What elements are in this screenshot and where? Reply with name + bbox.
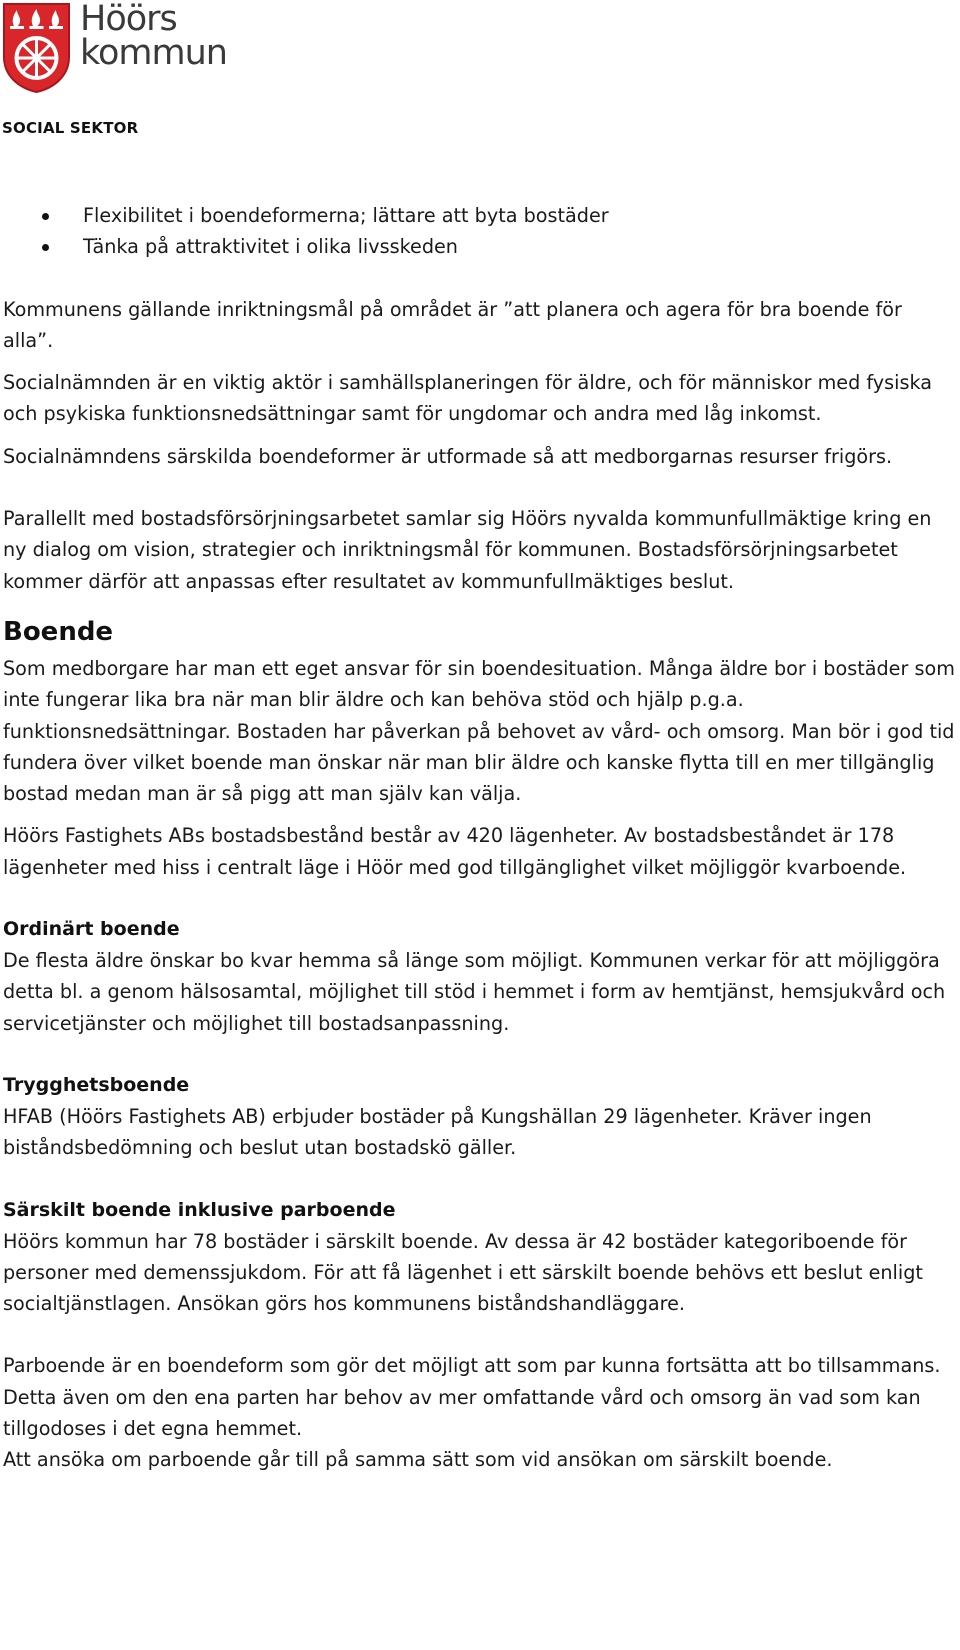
bullet-icon — [42, 213, 49, 220]
paragraph: Höörs kommun har 78 bostäder i särskilt boende. Av dessa är 42 bostäder kategoriboende för personer med demenssjukdom. För att få lägenhet i ett särskilt boende behövs ett beslut enligt socialtjänstlagen. Ansökan görs hos kommunens biståndshandläggare. — [3, 1229, 923, 1316]
subsection-heading: Ordinärt boende — [3, 918, 180, 941]
paragraph: Parallellt med bostadsförsörjningsarbetet samlar sig Höörs nyvalda kommunfullmäktige kring en ny dialog om vision, strategier och inriktningsmål för kommunen. Bostadsförsörjningsarbetet kommer därför att anpassas efter resultatet av kommunfullmäktiges beslut. — [3, 507, 932, 593]
paragraph: HFAB (Höörs Fastighets AB) erbjuder bostäder på Kungshällan 29 lägenheter. Kräver ingen biståndsbedömning och beslut utan bostadskö gäller. — [3, 1104, 872, 1160]
paragraph: De flesta äldre önskar bo kvar hemma så länge som möjligt. Kommunen verkar för att möjliggöra detta bl. a genom hälsosamtal, möjlighet till stöd i hemmet i form av hemtjänst, hemsjukvård och servicetjänster och möjlighet till bostadsanpassning. — [3, 949, 946, 1035]
bullet-list — [3, 200, 958, 263]
paragraph: Som medborgare har man ett eget ansvar för sin boendesituation. Många äldre bor i bostäder som inte fungerar lika bra när man blir äldre och kan behöva stöd och hjälp p.g.a. funktionsnedsättningar. Bostaden har påverkan på behovet av vård- och omsorg. Man bör i god tid fundera över vilket boende man önskar när man blir äldre och kanske flytta till en mer tillgänglig bostad medan man är så pigg att man själv kan välja. — [3, 656, 955, 806]
logo-line-2: kommun — [80, 33, 227, 73]
paragraph: Att ansöka om parboende går till på samma sätt som vid ansökan om särskilt boende. — [3, 1448, 833, 1472]
header — [2, 0, 242, 100]
document-body — [3, 200, 958, 1476]
subsection-heading: Trygghetsboende — [3, 1073, 190, 1096]
bullet-text: Tänka på attraktivitet i olika livsskeden — [83, 235, 458, 259]
coat-of-arms-icon — [2, 2, 72, 94]
paragraph: Socialnämndens särskilda boendeformer är utformade så att medborgarnas resurser frigörs. — [3, 444, 893, 468]
list-item — [3, 200, 958, 231]
hoor-kommun-logo — [2, 2, 232, 97]
paragraph: Parboende är en boendeform som gör det möjligt att som par kunna fortsätta att bo tillsammans. Detta även om den ena parten har behov av mer omfattande vård och omsorg än vad som kan tillgodoses i det egna hemmet. — [3, 1354, 941, 1441]
logo-line-1: Höörs — [80, 0, 177, 39]
paragraph: Socialnämnden är en viktig aktör i samhällsplaneringen för äldre, och för människor med fysiska och psykiska funktionsnedsättningar samt för ungdomar och andra med låg inkomst. — [3, 371, 932, 426]
section-heading: Boende — [3, 616, 114, 647]
subsection-heading: Särskilt boende inklusive parboende — [3, 1198, 396, 1221]
bullet-icon — [42, 244, 49, 251]
logo-wordmark — [80, 0, 227, 73]
list-item — [3, 231, 958, 262]
sector-label: SOCIAL SEKTOR — [2, 119, 139, 137]
bullet-text: Flexibilitet i boendeformerna; lättare att byta bostäder — [83, 204, 609, 227]
paragraph: Kommunens gällande inriktningsmål på området är ”att planera och agera för bra boende för alla”. — [3, 297, 902, 352]
paragraph: Höörs Fastighets ABs bostadsbestånd består av 420 lägenheter. Av bostadsbeståndet är 178 lägenheter med hiss i centralt läge i Höör med god tillgänglighet vilket möjliggör kvarboende. — [3, 824, 907, 879]
